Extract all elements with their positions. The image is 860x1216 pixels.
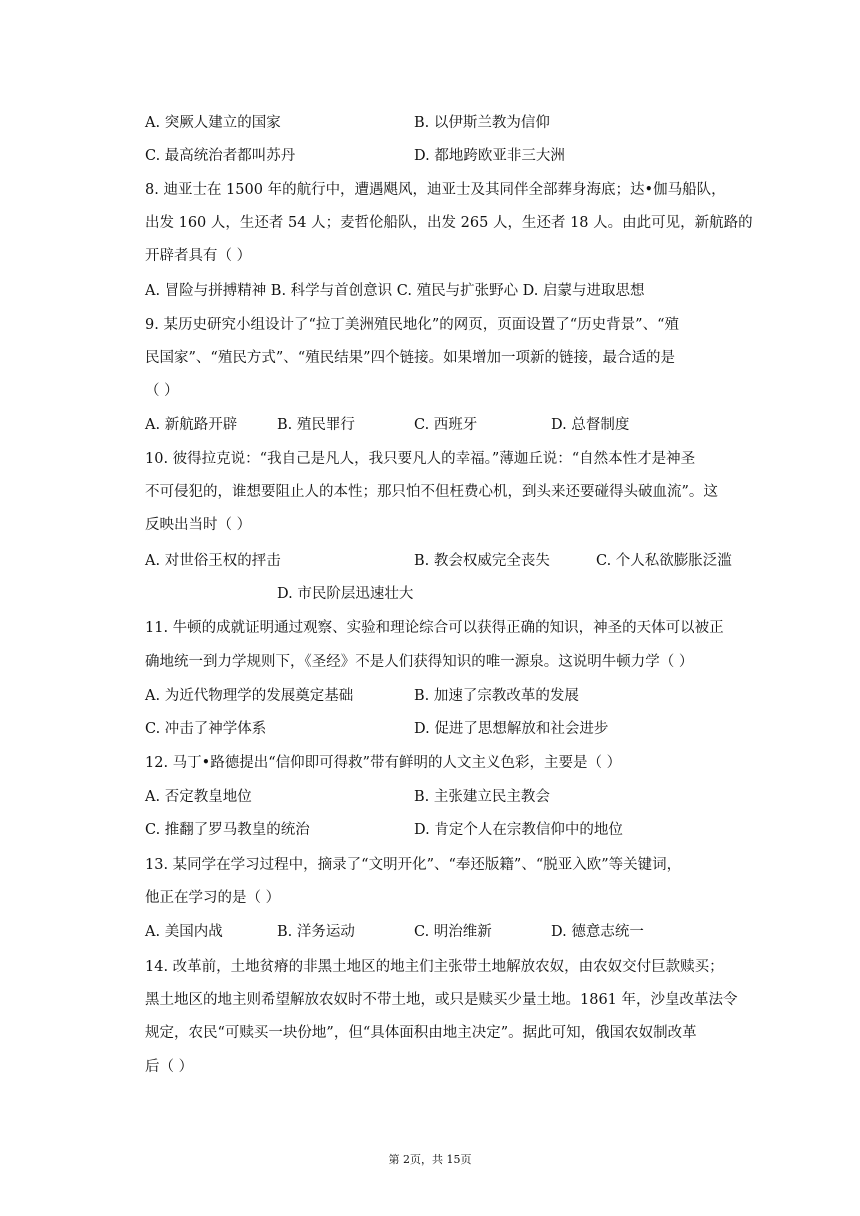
- q10-option-a: A. 对世俗王权的抨击: [145, 553, 281, 569]
- q8-stem-line-1: 8. 迪亚士在 1500 年的航行中，遭遇飓风，迪亚士及其同伴全部葬身海底；达•伽马船队，: [145, 182, 726, 198]
- q9-stem-line-2: 民国家”、“殖民方式”、“殖民结果”四个链接。如果增加一项新的链接，最合适的是: [145, 350, 676, 366]
- q10-option-d: D. 市民阶层迅速壮大: [277, 586, 414, 602]
- q14-stem-line-4: 后（ ）: [145, 1059, 194, 1075]
- q12-option-c: C. 推翻了罗马教皇的统治: [145, 822, 310, 838]
- q12-option-d: D. 肯定个人在宗教信仰中的地位: [414, 822, 623, 838]
- q7-option-d: D. 都地跨欧亚非三大洲: [414, 148, 565, 164]
- page-footer: 第 2页，共 15页: [388, 1153, 472, 1166]
- q7-option-b: B. 以伊斯兰教为信仰: [414, 115, 550, 131]
- q10-option-b: B. 教会权威完全丧失: [414, 553, 550, 569]
- q14-stem-line-3: 规定，农民“可赎买一块份地”，但“具体面积由地主决定”。据此可知，俄国农奴制改革: [145, 1025, 697, 1041]
- q14-stem-line-1: 14. 改革前，土地贫瘠的非黑土地区的地主们主张带土地解放农奴，由农奴交付巨款赎买；: [145, 959, 724, 975]
- q11-stem-line-1: 11. 牛顿的成就证明通过观察、实验和理论综合可以获得正确的知识，神圣的天体可以被正: [145, 620, 724, 636]
- q9-option-c: C. 西班牙: [414, 417, 478, 433]
- q14-stem-line-2: 黑土地区的地主则希望解放农奴时不带土地，或只是赎买少量土地。1861 年，沙皇改革法令: [145, 992, 738, 1008]
- q13-option-b: B. 洋务运动: [277, 924, 355, 940]
- q10-stem-line-3: 反映出当时（ ）: [145, 517, 252, 533]
- q11-option-d: D. 促进了思想解放和社会进步: [414, 721, 609, 737]
- q11-stem-line-2: 确地统一到力学规则下，《圣经》不是人们获得知识的唯一源泉。这说明牛顿力学（ ）: [145, 654, 694, 670]
- q13-option-c: C. 明治维新: [414, 924, 492, 940]
- q13-stem-line-2: 他正在学习的是（ ）: [145, 890, 281, 906]
- q9-option-d: D. 总督制度: [551, 417, 630, 433]
- q13-option-d: D. 德意志统一: [551, 924, 644, 940]
- q10-stem-line-1: 10. 彼得拉克说：“我自己是凡人，我只要凡人的幸福。”薄迦丘说：“自然本性才是神圣: [145, 451, 696, 467]
- q9-option-a: A. 新航路开辟: [145, 417, 238, 433]
- q10-option-c: C. 个人私欲膨胀泛滥: [596, 553, 732, 569]
- q7-option-a: A. 突厥人建立的国家: [145, 115, 281, 131]
- q9-stem-line-3: （ ）: [145, 383, 179, 399]
- q11-option-a: A. 为近代物理学的发展奠定基础: [145, 688, 354, 704]
- q12-option-b: B. 主张建立民主教会: [414, 789, 550, 805]
- q13-stem-line-1: 13. 某同学在学习过程中，摘录了“文明开化”、“奉还版籍”、“脱亚入欧”等关键词，: [145, 857, 682, 873]
- q11-option-b: B. 加速了宗教改革的发展: [414, 688, 579, 704]
- q12-stem-line-1: 12. 马丁•路德提出“信仰即可得救”带有鲜明的人文主义色彩，主要是（ ）: [145, 755, 622, 771]
- q10-stem-line-2: 不可侵犯的，谁想要阻止人的本性；那只怕不但枉费心机，到头来还要碰得头破血流”。这: [145, 484, 718, 500]
- q7-option-c: C. 最高统治者都叫苏丹: [145, 148, 296, 164]
- q13-option-a: A. 美国内战: [145, 924, 223, 940]
- q9-stem-line-1: 9. 某历史研究小组设计了“拉丁美洲殖民地化”的网页，页面设置了“历史背景”、“殖: [145, 317, 680, 333]
- q12-option-a: A. 否定教皇地位: [145, 789, 252, 805]
- q8-stem-line-3: 开辟者具有（ ）: [145, 248, 252, 264]
- q8-stem-line-2: 出发 160 人，生还者 54 人；麦哲伦船队，出发 265 人，生还者 18 人。由此可见，新航路的: [145, 215, 753, 231]
- q9-option-b: B. 殖民罪行: [277, 417, 355, 433]
- q11-option-c: C. 冲击了神学体系: [145, 721, 267, 737]
- q8-options: A. 冒险与拼搏精神 B. 科学与首创意识 C. 殖民与扩张野心 D. 启蒙与进取思想: [145, 283, 645, 299]
